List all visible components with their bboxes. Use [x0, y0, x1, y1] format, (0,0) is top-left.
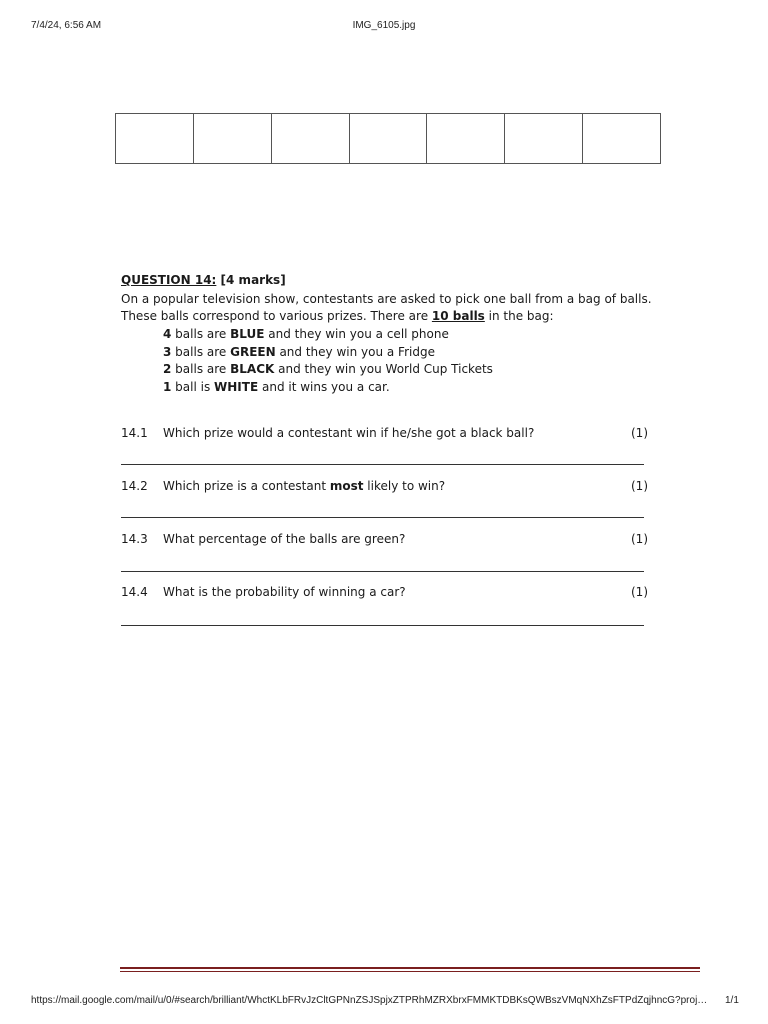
ball-color: GREEN	[230, 345, 276, 359]
ball-count: 3	[163, 345, 172, 359]
ball-color: BLACK	[230, 362, 275, 376]
ball-prize: and they win you a cell phone	[264, 327, 449, 341]
subquestion	[121, 426, 648, 443]
subquestion-text: What percentage of the balls are green?	[163, 532, 406, 546]
grid-cell	[427, 114, 505, 163]
subquestion-emphasis: most	[329, 479, 364, 493]
grid-cell	[583, 114, 660, 163]
footer-rule	[120, 971, 700, 972]
subquestion-marks: (1)	[631, 426, 648, 440]
answer-line[interactable]	[121, 571, 644, 572]
subquestion-text: What is the probability of winning a car?	[163, 585, 406, 599]
subquestion-number: 14.3	[121, 532, 148, 546]
answer-line[interactable]	[121, 625, 644, 626]
ball-text: balls are	[171, 327, 231, 341]
intro-ball-count: 10 balls	[431, 309, 485, 323]
ball-color: WHITE	[214, 380, 259, 394]
ball-color: BLUE	[230, 327, 265, 341]
grid-cell	[350, 114, 428, 163]
answer-line[interactable]	[121, 464, 644, 465]
print-url: https://mail.google.com/mail/u/0/#search/brilliant/WhctKLbFRvJzCltGPNnZSJSpjxZTPRhMZRXbrxFMMKTDBKsQWBszVMqNXhZsFTPdZqjhncG?proj…	[31, 995, 708, 1006]
document-title: IMG_6105.jpg	[352, 20, 416, 31]
subquestion-marks: (1)	[631, 479, 648, 493]
grid-cell	[505, 114, 583, 163]
subquestion-marks: (1)	[631, 532, 648, 546]
ball-prize: and it wins you a car.	[258, 380, 390, 394]
ball-count: 4	[163, 327, 172, 341]
subquestion-text: Which prize would a contestant win if he/she got a black ball?	[163, 426, 535, 440]
subquestion	[121, 585, 648, 602]
subquestion-number: 14.4	[121, 585, 148, 599]
intro-text-end: in the bag:	[484, 309, 554, 323]
ball-item	[163, 327, 449, 341]
ball-count: 1	[163, 380, 172, 394]
subquestion-marks: (1)	[631, 585, 648, 599]
subquestion-text-start: Which prize is a contestant	[163, 479, 330, 493]
page-number: 1/1	[725, 995, 739, 1006]
grid-cell	[116, 114, 194, 163]
answer-grid	[115, 113, 661, 164]
ball-count: 2	[163, 362, 172, 376]
ball-item	[163, 362, 493, 376]
subquestion-text-end: likely to win?	[363, 479, 446, 493]
ball-item	[163, 345, 435, 359]
question-label: QUESTION 14:	[121, 273, 217, 287]
ball-text: ball is	[171, 380, 215, 394]
footer-rule	[120, 967, 700, 969]
grid-cell	[194, 114, 272, 163]
intro-text: On a popular television show, contestants are asked to pick one ball from a bag of balls. These balls correspond to various prizes. There are	[121, 292, 652, 323]
question-heading	[121, 273, 286, 287]
ball-prize: and they win you World Cup Tickets	[274, 362, 493, 376]
subquestion	[121, 479, 648, 496]
question-intro	[121, 291, 681, 325]
answer-line[interactable]	[121, 517, 644, 518]
subquestion-text	[163, 479, 445, 493]
ball-text: balls are	[171, 362, 231, 376]
subquestion-number: 14.2	[121, 479, 148, 493]
print-date: 7/4/24, 6:56 AM	[31, 20, 102, 31]
question-marks: [4 marks]	[220, 273, 286, 287]
subquestion	[121, 532, 648, 549]
grid-cell	[272, 114, 350, 163]
ball-prize: and they win you a Fridge	[275, 345, 435, 359]
subquestion-number: 14.1	[121, 426, 148, 440]
ball-text: balls are	[171, 345, 231, 359]
ball-item	[163, 380, 390, 394]
